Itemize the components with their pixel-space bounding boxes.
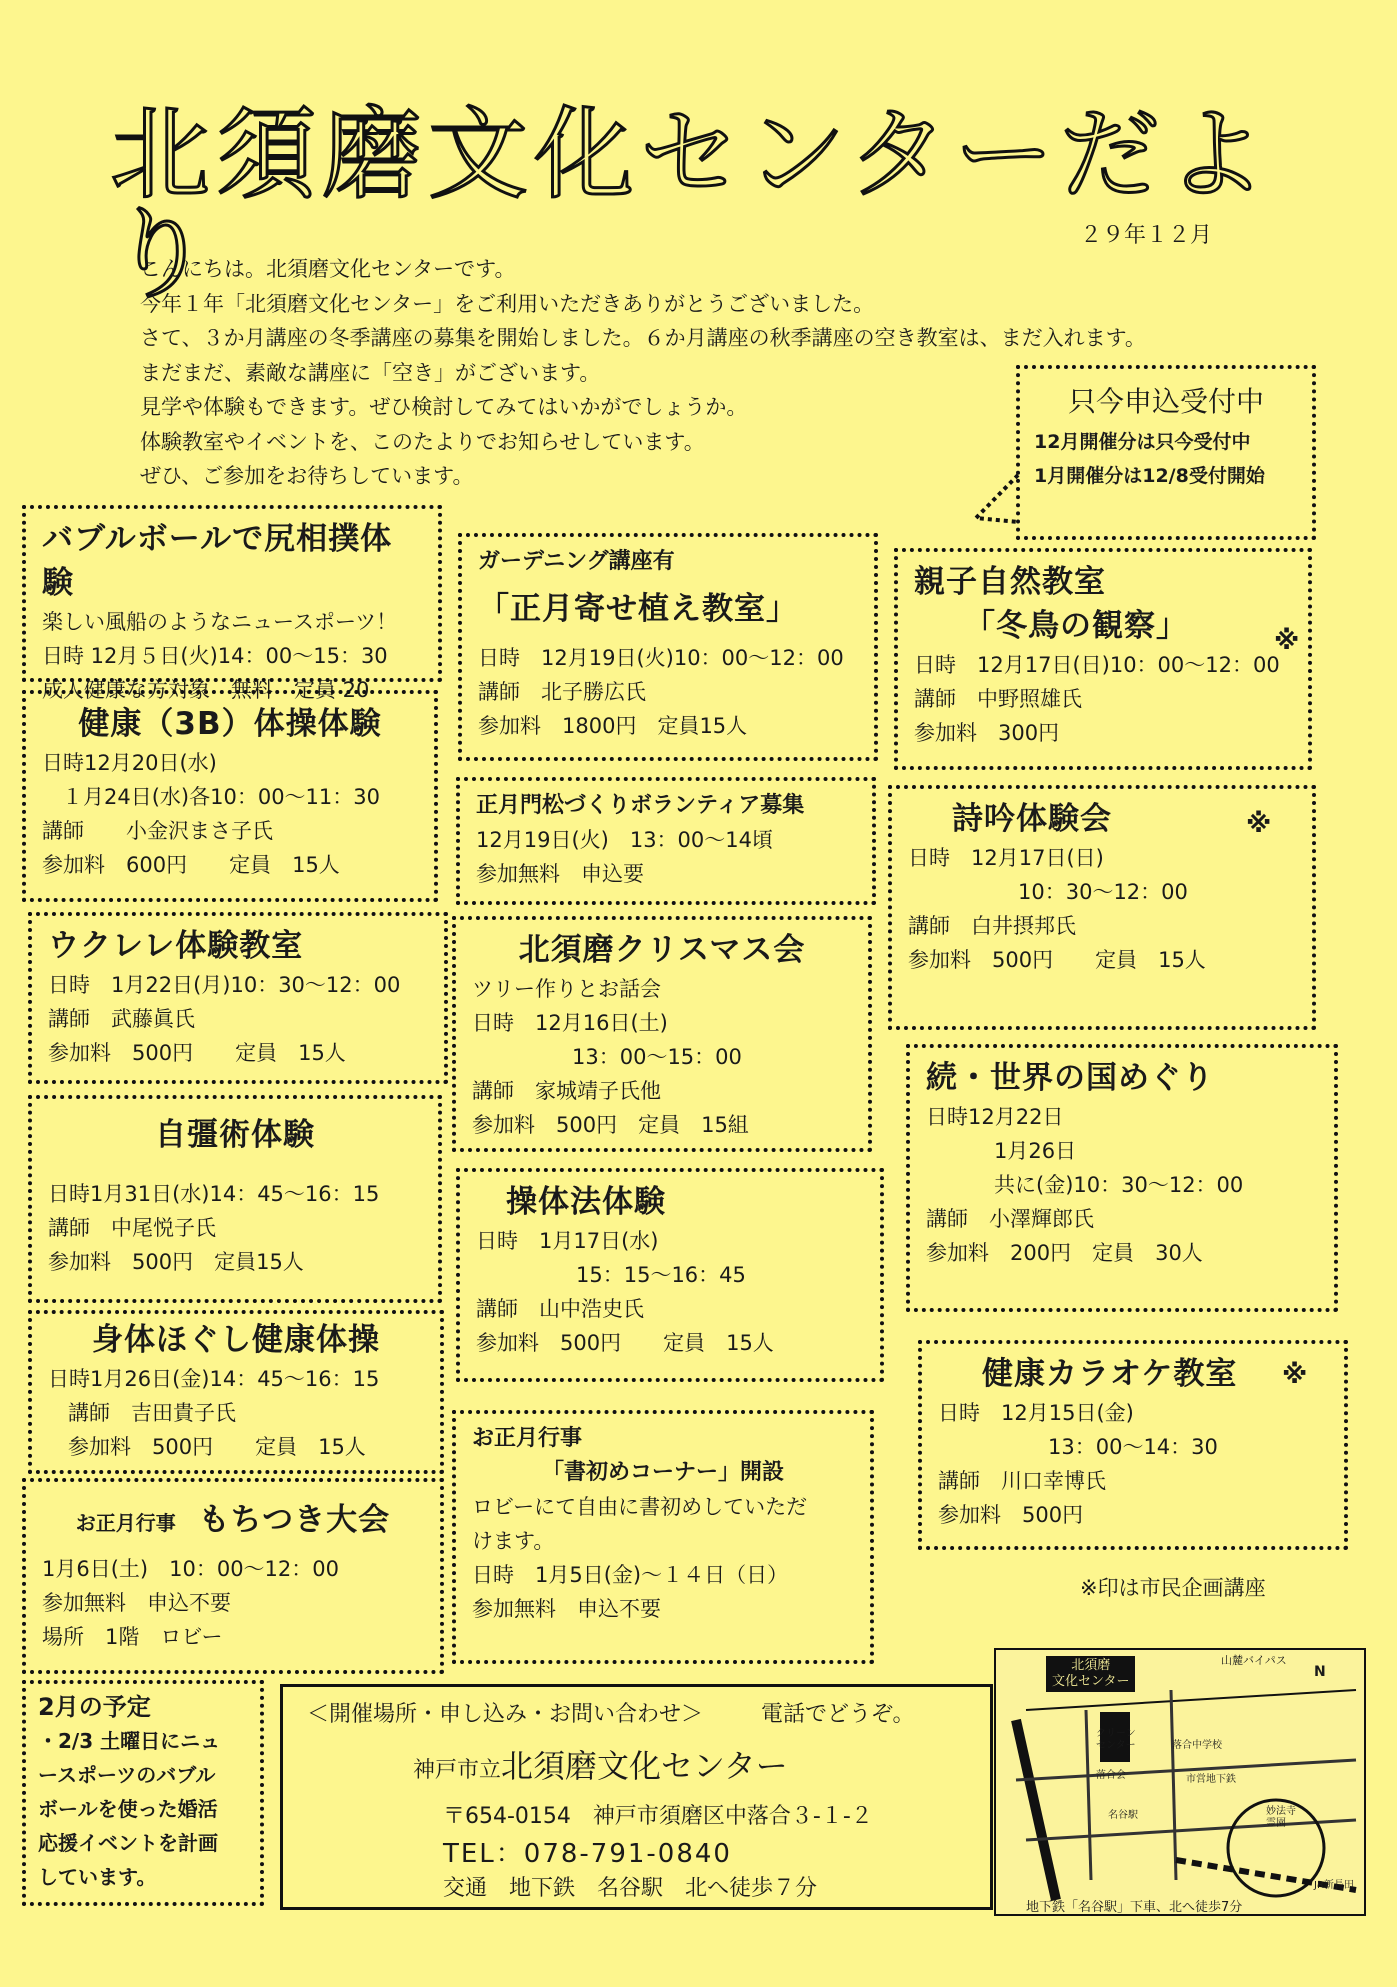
intro-line: さて、３か月講座の冬季講座の募集を開始しました。６か月講座の秋季講座の空き教室は、まだ入れます。 (140, 326, 1146, 350)
event-detail: 日時 12月16日(土) (472, 1011, 668, 1035)
event-title: 「正月寄せ植え教室」 (478, 591, 798, 627)
february-line: しています。 (38, 1865, 157, 1889)
event-title-2: 「冬鳥の観察」 (964, 608, 1188, 644)
event-detail: 1月26日 (994, 1139, 1077, 1163)
event-subtitle: お正月行事 (75, 1511, 176, 1535)
event-detail: 参加料 500円 定員 15人 (48, 1041, 346, 1065)
event-detail: 日時 12月17日(日) (908, 846, 1104, 870)
february-line: 応援イベントを計画 (38, 1831, 218, 1855)
event-detail: 講師 武藤眞氏 (48, 1007, 195, 1031)
event-detail: 13：00～15：00 (572, 1045, 742, 1069)
event-detail: 参加無料 申込不要 (42, 1591, 231, 1615)
february-line: ースポーツのバブル (38, 1763, 216, 1787)
event-title: 健康カラオケ教室 (982, 1356, 1238, 1392)
event-detail: 日時1月26日(金)14：45～16：15 (48, 1367, 380, 1391)
event-gardening (458, 533, 878, 761)
event-detail: 参加料 500円 定員 15人 (476, 1331, 774, 1355)
event-title: ウクレレ体験教室 (48, 928, 304, 964)
event-sotaiho (456, 1168, 884, 1382)
event-detail: 成人健康な方対象 無料 定員 20 (42, 678, 370, 702)
event-mochitsuki (22, 1478, 444, 1674)
map-label: 山麓バイパス (1221, 1654, 1287, 1667)
event-detail: 1月6日(土) 10：00～12：00 (42, 1557, 339, 1581)
event-shigin (888, 785, 1316, 1030)
event-title: 操体法体験 (506, 1184, 666, 1220)
event-detail: １月24日(水)各10：00～11：30 (62, 785, 380, 809)
map-label: クリーン センター (1096, 1728, 1136, 1751)
map-label: JR新長田 (1314, 1880, 1354, 1891)
event-title: バブルボールで尻相撲体験 (42, 521, 393, 601)
event-title: 自彊術体験 (155, 1117, 315, 1153)
event-title: 詩吟体験会 (952, 801, 1112, 837)
contact-phone-note: 電話でどうぞ。 (761, 1702, 915, 1727)
event-title: 続・世界の国めぐり (926, 1060, 1214, 1096)
event-detail: 講師 家城靖子氏他 (472, 1079, 661, 1103)
event-detail: 講師 山中浩史氏 (476, 1297, 644, 1321)
event-detail: 参加無料 申込不要 (472, 1597, 661, 1621)
event-detail: 楽しい風船のようなニュースポーツ！ (42, 610, 398, 634)
event-detail: 共に(金)10：30～12：00 (994, 1173, 1244, 1197)
map-caption: 地下鉄「名谷駅」下車、北へ徒歩7分 (1026, 1900, 1243, 1915)
notice-box (1016, 365, 1316, 540)
citizen-plan-mark: ※ (1282, 1360, 1308, 1390)
event-detail: 講師 白井摂邦氏 (908, 914, 1076, 938)
citizen-plan-mark: ※ (1274, 626, 1300, 656)
map-center-label: 北須磨 文化センター (1046, 1656, 1135, 1692)
event-detail: 12月19日(火) 13：00～14頃 (476, 828, 773, 852)
event-detail: 場所 1階 ロビー (42, 1625, 223, 1649)
map-label: 名谷駅 (1108, 1810, 1138, 1821)
issue-date: ２９年１２月 (1080, 223, 1213, 248)
event-detail: 参加料 500円 定員 15人 (908, 948, 1206, 972)
event-karaoke (918, 1340, 1348, 1550)
intro-line: まだまだ、素敵な講座に「空き」がございます。 (140, 360, 601, 385)
contact-box (280, 1684, 993, 1910)
event-title: 身体ほぐし健康体操 (92, 1322, 380, 1358)
event-title: もちつき大会 (198, 1502, 391, 1538)
event-detail: 参加無料 申込要 (476, 862, 644, 886)
intro-line: 体験教室やイベントを、このたよりでお知らせしています。 (140, 429, 705, 454)
north-icon: N (1314, 1664, 1326, 1680)
event-oyako-shizen (894, 548, 1312, 770)
event-detail: 参加料 500円 (938, 1503, 1084, 1527)
intro-line: 見学や体験もできます。ぜひ検討してみてはいかがでしょうか。 (140, 395, 748, 419)
event-detail: 日時1月31日(水)14：45～16：15 (48, 1182, 380, 1206)
event-christmas (452, 916, 872, 1152)
event-detail: 講師 川口幸博氏 (938, 1469, 1106, 1493)
notice-title: 只今申込受付中 (1067, 385, 1264, 418)
event-jikyojutsu (28, 1095, 442, 1303)
event-detail: 日時 12月19日(火)10：00～12：00 (478, 646, 844, 670)
contact-org (413, 1741, 788, 1787)
event-ukulele (28, 912, 448, 1084)
event-detail: 10：30～12：00 (1018, 880, 1188, 904)
event-subtitle: お正月行事 (472, 1426, 583, 1451)
february-line: ・2/3 土曜日にニュ (38, 1729, 221, 1753)
event-detail: 講師 吉田貴子氏 (68, 1401, 236, 1425)
intro-line: ぜひ、ご参加をお待ちしています。 (140, 464, 474, 488)
february-plans (22, 1680, 264, 1906)
map-label: 市営地下鉄 (1186, 1774, 1236, 1785)
contact-address: 〒654-0154 神戸市須磨区中落合３-１-２ (443, 1804, 873, 1829)
event-detail: 日時12月20日(水) (42, 751, 217, 775)
event-detail: 参加料 1800円 定員15人 (478, 714, 748, 738)
map-label: 妙法寺 霊園 (1266, 1806, 1296, 1829)
event-detail: 講師 中野照雄氏 (914, 687, 1082, 711)
intro-text (140, 252, 1146, 494)
citizen-plan-mark: ※ (1246, 809, 1272, 839)
event-detail: 13：00～14：30 (1048, 1435, 1218, 1459)
access-map (994, 1648, 1366, 1916)
event-detail: 日時 1月5日(金)～１４日（日） (472, 1563, 789, 1587)
event-detail: けます。 (472, 1529, 555, 1553)
event-detail: 参加料 500円 定員15人 (48, 1250, 304, 1274)
event-detail: 参加料 200円 定員 30人 (926, 1241, 1203, 1265)
event-detail: 日時 12月15日(金) (938, 1401, 1134, 1425)
event-subtitle: ガーデニング講座有 (478, 549, 675, 574)
contact-org-name: 北須磨文化センター (501, 1747, 788, 1785)
event-detail: 講師 北子勝広氏 (478, 680, 646, 704)
intro-line: 今年１年「北須磨文化センター」をご利用いただきありがとうございました。 (140, 291, 875, 316)
notice-pointer (972, 470, 1022, 530)
event-detail: 参加料 600円 定員 15人 (42, 853, 340, 877)
event-title: 「書初めコーナー」開設 (541, 1460, 784, 1485)
event-detail: 講師 小金沢まさ子氏 (42, 819, 273, 843)
event-sekai-kunimeguri (906, 1044, 1338, 1312)
footnote: ※印は市民企画講座 (1080, 1576, 1266, 1600)
event-detail: 日時 12月17日(日)10：00～12：00 (914, 653, 1280, 677)
event-karada-hogushi (28, 1310, 444, 1474)
contact-org-prefix: 神戸市立 (413, 1758, 502, 1783)
event-detail: 日時12月22日 (926, 1105, 1064, 1129)
notice-line: 12月開催分は只今受付中 (1034, 431, 1251, 453)
event-title: 健康（3B）体操体験 (78, 706, 382, 742)
event-detail: 参加料 300円 (914, 721, 1060, 745)
event-detail: ロビーにて自由に書初めしていただ (472, 1495, 808, 1519)
february-line: ボールを使った婚活 (38, 1797, 218, 1821)
event-title: 親子自然教室 (914, 564, 1106, 600)
page-title: 北須磨文化センターだより (110, 96, 1272, 313)
event-kenko-3b (22, 690, 438, 902)
event-detail: ツリー作りとお話会 (472, 977, 661, 1001)
event-detail: 日時 12月５日(火)14：00～15：30 (42, 644, 388, 668)
event-kakizome (452, 1410, 874, 1664)
event-title: 正月門松づくりボランティア募集 (476, 793, 805, 818)
contact-heading: ＜開催場所・申し込み・お問い合わせ＞ (307, 1702, 704, 1727)
map-label: 落合会 (1096, 1770, 1126, 1781)
map-label: 落合中学校 (1172, 1740, 1222, 1751)
event-title: 北須磨クリスマス会 (518, 932, 806, 968)
event-detail: 15：15～16：45 (576, 1263, 746, 1287)
intro-line: こんにちは。北須磨文化センターです。 (140, 257, 516, 281)
event-detail: 日時 1月17日(水) (476, 1229, 659, 1253)
event-kadomatsu (456, 777, 876, 905)
event-detail: 講師 中尾悦子氏 (48, 1216, 216, 1240)
event-bubble-ball (22, 505, 442, 702)
notice-line: 1月開催分は12/8受付開始 (1034, 465, 1265, 487)
event-detail: 日時 1月22日(月)10：30～12：00 (48, 973, 401, 997)
contact-access: 交通 地下鉄 名谷駅 北へ徒歩７分 (443, 1876, 818, 1901)
event-detail: 参加料 500円 定員 15組 (472, 1113, 749, 1137)
event-detail: 参加料 500円 定員 15人 (68, 1435, 366, 1459)
event-detail: 講師 小澤輝郎氏 (926, 1207, 1094, 1231)
february-title: 2月の予定 (38, 1693, 151, 1721)
contact-tel: TEL：078-791-0840 (443, 1839, 732, 1869)
